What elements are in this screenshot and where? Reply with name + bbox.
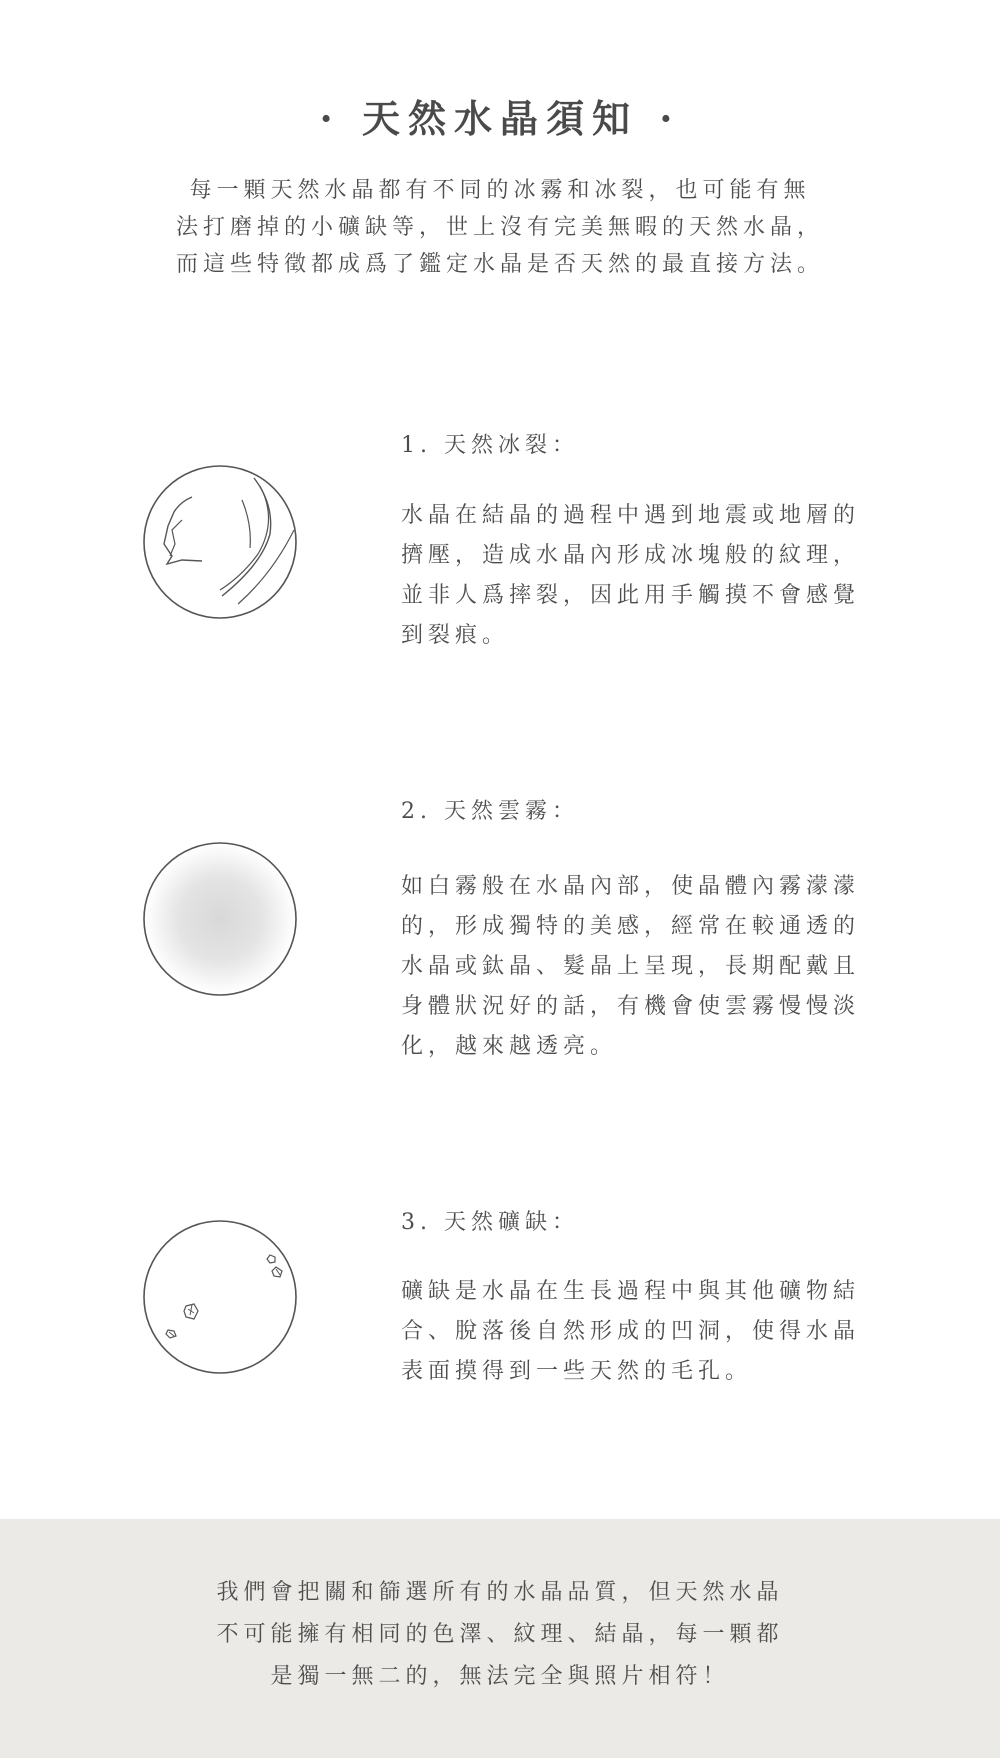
crystal-cloud-icon bbox=[142, 841, 298, 997]
footer-line: 不可能擁有相同的色澤、紋理、結晶，每一顆都 bbox=[216, 1622, 784, 1647]
section-heading: 1. 天然冰裂： bbox=[401, 433, 579, 458]
body-line: 並非人爲摔裂，因此用手觸摸不會感覺 bbox=[401, 583, 861, 608]
body-line: 水晶在結晶的過程中遇到地震或地層的 bbox=[401, 503, 861, 528]
body-line: 礦缺是水晶在生長過程中與其他礦物結 bbox=[401, 1279, 861, 1304]
body-line: 身體狀況好的話，有機會使雲霧慢慢淡 bbox=[401, 994, 861, 1019]
section-body bbox=[401, 867, 881, 1067]
body-line: 化，越來越透亮。 bbox=[401, 1034, 618, 1059]
section-body bbox=[401, 496, 881, 656]
body-line: 的，形成獨特的美感，經常在較通透的 bbox=[401, 914, 861, 939]
section-body bbox=[401, 1272, 881, 1392]
body-line: 水晶或鈦晶、髮晶上呈現，長期配戴且 bbox=[401, 954, 861, 979]
body-line: 擠壓，造成水晶內形成冰塊般的紋理， bbox=[401, 543, 861, 568]
intro-text bbox=[150, 172, 850, 283]
footer-line: 我們會把關和篩選所有的水晶品質，但天然水晶 bbox=[216, 1580, 784, 1605]
footer-panel bbox=[0, 1519, 1000, 1758]
crystal-pit-icon bbox=[142, 1219, 298, 1375]
body-line: 如白霧般在水晶內部，使晶體內霧濛濛 bbox=[401, 874, 861, 899]
section-heading: 3. 天然礦缺： bbox=[401, 1210, 579, 1235]
intro-line: 而這些特徵都成爲了鑑定水晶是否天然的最直接方法。 bbox=[175, 252, 824, 277]
body-line: 表面摸得到一些天然的毛孔。 bbox=[401, 1359, 753, 1384]
section-heading: 2. 天然雲霧： bbox=[401, 799, 579, 824]
intro-line: 法打磨掉的小礦缺等，世上沒有完美無暇的天然水晶， bbox=[175, 215, 824, 240]
crystal-crack-icon bbox=[142, 464, 298, 620]
body-line: 合、脫落後自然形成的凹洞，使得水晶 bbox=[401, 1319, 861, 1344]
footer-text bbox=[0, 1572, 1000, 1698]
intro-line: 每一顆天然水晶都有不同的冰霧和冰裂，也可能有無 bbox=[189, 178, 811, 203]
body-line: 到裂痕。 bbox=[401, 623, 510, 648]
footer-line: 是獨一無二的，無法完全與照片相符！ bbox=[270, 1664, 730, 1689]
page-title: · 天然水晶須知 · bbox=[319, 96, 681, 141]
